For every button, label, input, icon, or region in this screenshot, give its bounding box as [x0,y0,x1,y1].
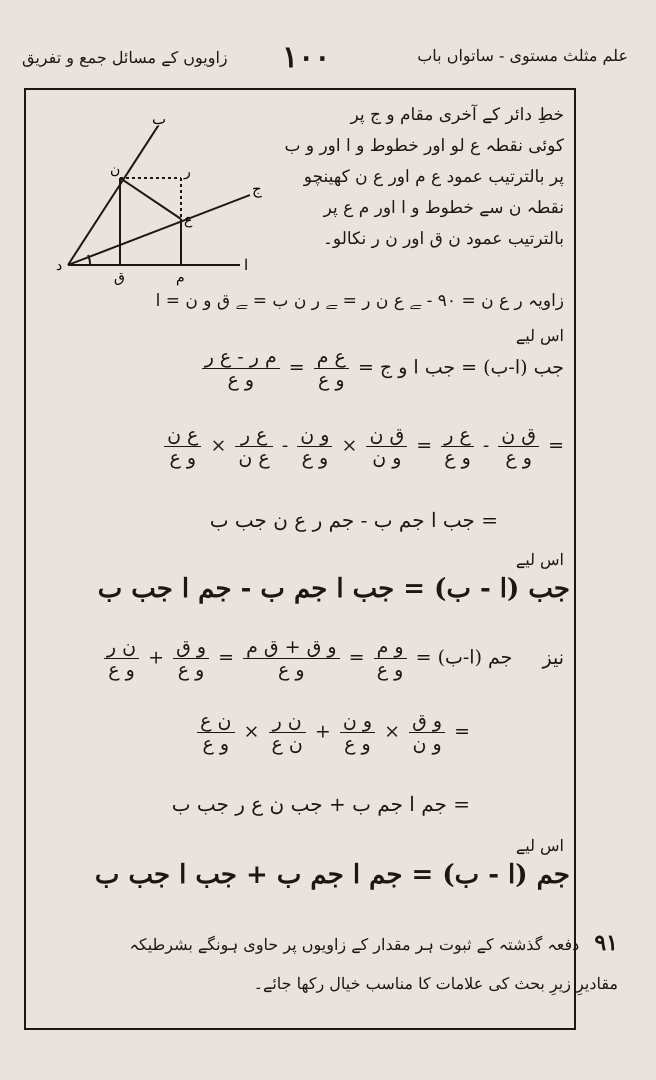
note-91-line-1 [130,930,619,956]
fraction: $\frac{\text{ع ر}}{\text{و ع}}$ [441,424,474,469]
equation-cos-diff-3: = جم ا جم ب + جب ن ع ر جب ب [171,792,470,816]
equation-sin-diff-1: جب (ا-ب) = جب ا و ج = $\frac{\text{ع م}}{\text{و ع}}$ = $\frac{\text{م ر - ع ر}}{\text{و ع}}$ [199,346,564,391]
fraction: $\frac{\text{و ق}}{\text{و ع}}$ [173,636,209,681]
angle-equality-line: زاویہ ر ع ن = ۹۰ - ﮯ ع ن ر = ﮯ ر ن ب = ﮯ ق و ن = ا [155,291,564,311]
article-number: ۹۱ [594,930,618,956]
label-r: ر [184,164,191,180]
note-91-line-2: مقادیرِ زیرِ بحث کی علامات کا مناسب خیال رکھا جائے۔ [253,974,618,993]
note-text: دفعہ گذشتہ کے ثبوت ہر مقدار کے زاویوں پر حاوی ہونگے بشرطیکہ [129,935,580,954]
fraction: $\frac{\text{ع م}}{\text{و ع}}$ [314,346,349,391]
equation-cos-diff-2: = $\frac{\text{و ق}}{\text{و ن}}$ × $\frac{\text{و ن}}{\text{و ع}}$ + $\frac{\text{ن ر}}{\text{ن ع}}$ × $\frac{\text{ن ع}}{\text{و ع}}$ [194,710,470,755]
label-d: د [56,258,63,274]
result-sine-difference: جب (ا - ب) = جب ا جم ب - جم ا جب ب [97,574,570,604]
fraction: $\frac{\text{ن ر}}{\text{و ع}}$ [104,636,139,681]
fraction: $\frac{\text{ق ن}}{\text{و ن}}$ [366,424,407,469]
intro-line: بالترتیب عمود ن ق اور ن ر نکالو۔ [322,229,564,249]
eq1-lhs: جب (ا-ب) = جب ا و ج = [357,356,564,379]
fraction: $\frac{\text{ق ن}}{\text{و ع}}$ [498,424,539,469]
result-cosine-difference: جم (ا - ب) = جم ا جم ب + جب ا جب ب [94,860,570,890]
equation-sin-diff-3: = جب ا جم ب - جم ر ع ن جب ب [209,508,498,532]
fraction: $\frac{\text{ن ر}}{\text{ن ع}}$ [269,710,306,755]
intro-line: خطِ دائر کے آخری مقام و ج پر [350,105,564,125]
fraction: $\frac{\text{م ر - ع ر}}{\text{و ع}}$ [202,346,280,391]
intro-line: نقطہ ن سے خطوط و ا اور م ع پر [323,198,564,218]
intro-paragraph [234,100,564,255]
equation-cos-diff-1: نیز جم (ا-ب) = $\frac{\text{و م}}{\text{و ع}}$ = $\frac{\text{و ق + ق م}}{\text{و ع}}$ = $\frac{\text{و ق}}{\text{و ع}}$ + $\frac{\text{ن ر}}{\text{و ع}}$ [101,636,564,681]
intro-line: کوئی نقطہ ع لو اور خطوط و ا اور و ب [284,136,564,156]
also-label: نیز [542,646,564,669]
therefore-label: اس لیے [515,836,564,855]
line-wj [68,195,250,265]
label-b: ب [152,112,167,128]
fraction: $\frac{\text{و ن}}{\text{و ع}}$ [297,424,332,469]
equation-sin-diff-2: = $\frac{\text{ق ن}}{\text{و ع}}$ - $\frac{\text{ع ر}}{\text{و ع}}$ = $\frac{\text{ق ن}}{\text{و ن}}$ × $\frac{\text{و ن}}{\text{و ع}}$ - $\frac{\text{ع ر}}{\text{ع ن}}$ × $\frac{\text{ع ن}}{\text{و ع}}$ [161,424,564,469]
fraction: $\frac{\text{ع ر}}{\text{ع ن}}$ [235,424,272,469]
book-chapter-title: علم مثلث مستوی - ساتواں باب [417,46,628,65]
perp-an [120,178,181,219]
fraction: $\frac{\text{ع ن}}{\text{و ع}}$ [164,424,201,469]
label-j: ج [252,180,262,198]
eq4-lhs: جم (ا-ب) = [415,646,513,669]
fraction: $\frac{\text{و م}}{\text{و ع}}$ [374,636,407,681]
fraction: $\frac{\text{و ن}}{\text{و ع}}$ [340,710,375,755]
label-n: ن [110,162,121,178]
label-q: ق [114,270,125,286]
fraction: $\frac{\text{و ق + ق م}}{\text{و ع}}$ [243,636,340,681]
label-ain: ع [184,212,193,228]
fraction: $\frac{\text{ن ع}}{\text{و ع}}$ [197,710,234,755]
intro-line: پر بالترتیب عمود ع م اور ع ن کھینچو [303,167,564,187]
page-header [0,36,656,86]
page-number: ۱۰۰ [282,40,331,75]
therefore-label: اس لیے [515,326,564,345]
fraction: $\frac{\text{و ق}}{\text{و ن}}$ [409,710,445,755]
chapter-topic-title: زاویوں کے مسائل جمع و تفریق [22,48,228,67]
therefore-label: اس لیے [515,550,564,569]
label-a: ا [244,256,249,274]
label-m: م [176,270,185,286]
